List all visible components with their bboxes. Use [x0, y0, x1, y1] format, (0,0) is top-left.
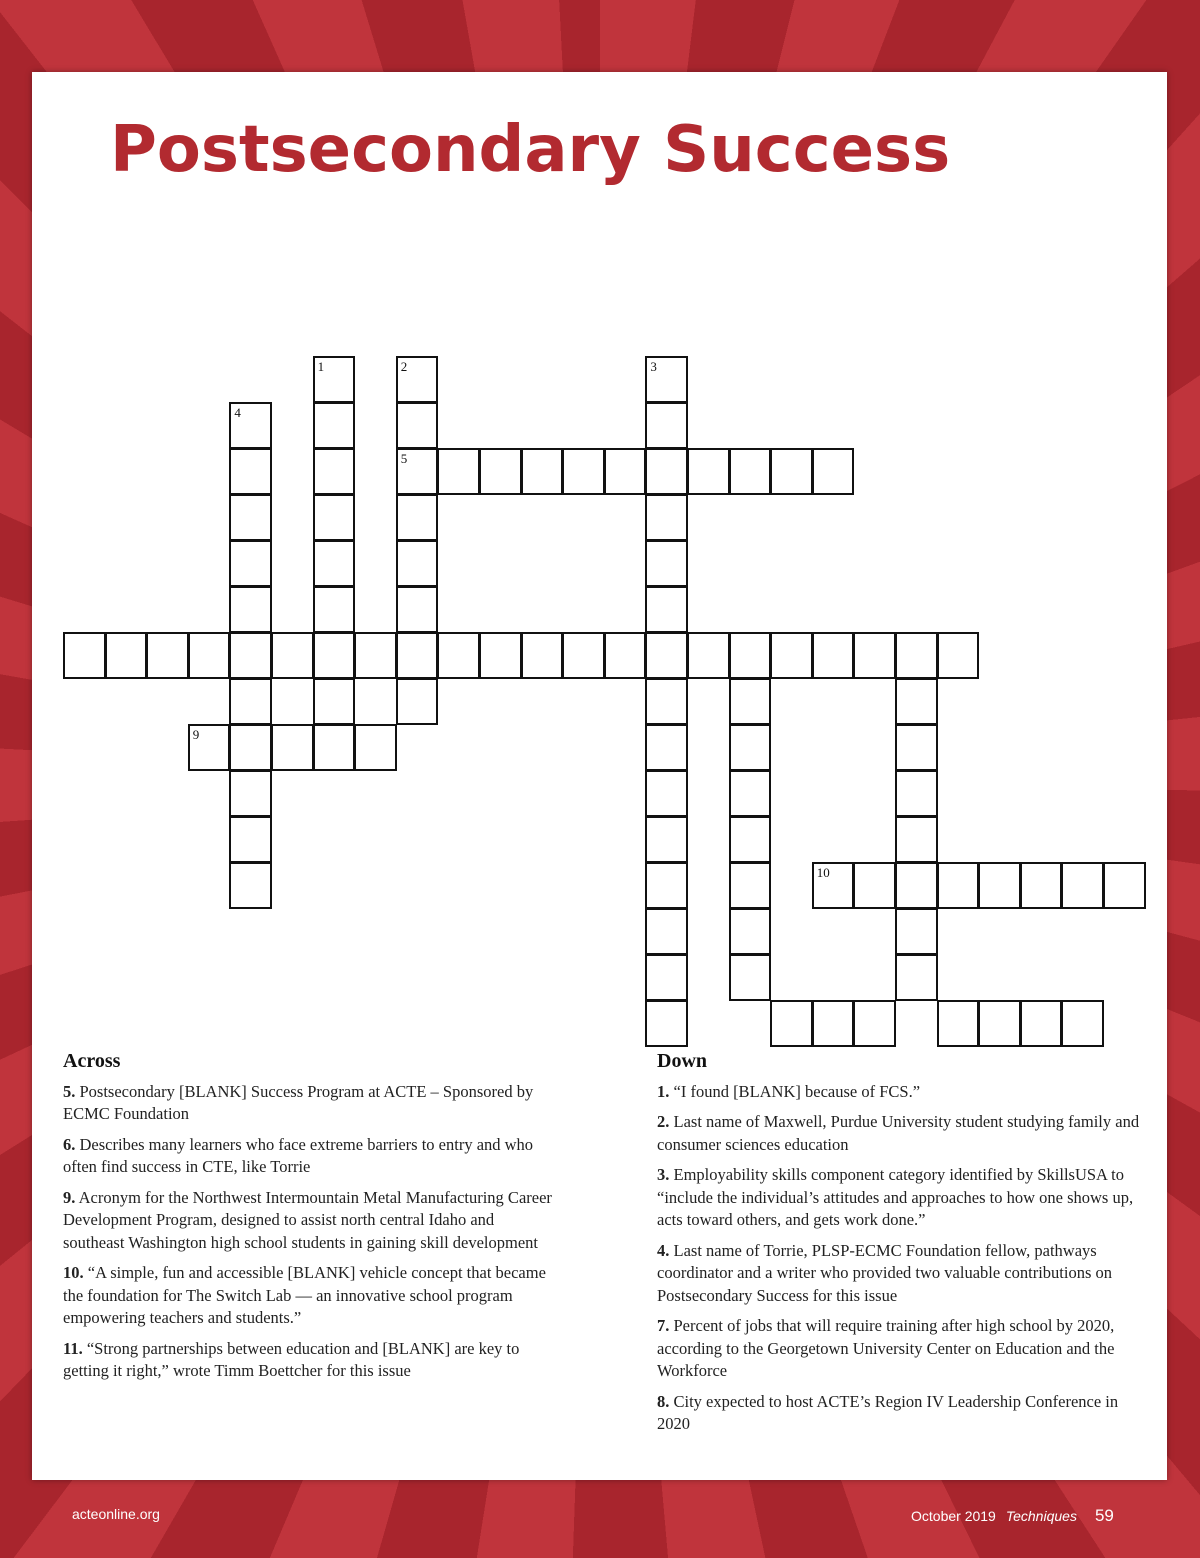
crossword-cell[interactable] — [729, 770, 772, 817]
crossword-cell[interactable] — [770, 1000, 813, 1047]
crossword-cell[interactable] — [895, 908, 938, 955]
clue-text: Describes many learners who face extreme barriers to entry and who often find success in CTE, like Torrie — [63, 1134, 534, 1176]
footer-issue — [911, 1506, 1141, 1526]
footer-magazine: Techniques — [1005, 1508, 1077, 1524]
clue-number: 1. — [657, 1081, 670, 1101]
crossword-cell[interactable] — [1103, 862, 1146, 909]
crossword-cell[interactable] — [105, 632, 148, 679]
crossword-cell[interactable] — [229, 770, 272, 817]
crossword-cell[interactable] — [229, 402, 272, 449]
clue-number-label: 4 — [234, 405, 241, 420]
crossword-cell[interactable] — [645, 402, 688, 449]
crossword-cell[interactable] — [895, 724, 938, 771]
clue-number: 6. — [63, 1134, 76, 1154]
clue-number-label: 2 — [400, 359, 408, 374]
crossword-cell[interactable] — [229, 632, 272, 679]
crossword-cell[interactable] — [895, 862, 938, 909]
across-clue — [63, 1134, 553, 1179]
crossword-cell[interactable] — [645, 724, 688, 771]
crossword-cell[interactable] — [313, 494, 356, 541]
crossword-cell[interactable] — [313, 540, 356, 587]
across-clue — [63, 1262, 553, 1330]
crossword-cell[interactable] — [978, 862, 1021, 909]
crossword-cell[interactable] — [229, 678, 272, 725]
crossword-cell[interactable] — [229, 816, 272, 863]
crossword-cell[interactable] — [313, 678, 356, 725]
crossword-cell[interactable] — [645, 540, 688, 587]
footer-date: October 2019 — [911, 1508, 996, 1524]
crossword-cell[interactable] — [729, 954, 772, 1001]
crossword-cell[interactable] — [354, 724, 397, 771]
crossword-cell[interactable] — [313, 448, 356, 495]
crossword-cell[interactable] — [729, 678, 772, 725]
crossword-cell[interactable] — [1020, 862, 1063, 909]
crossword-cell[interactable] — [562, 448, 605, 495]
crossword-cell[interactable] — [729, 448, 772, 495]
clue-number-label: 5 — [400, 451, 408, 466]
clue-text: Employability skills component category identified by SkillsUSA to “include the individual’s attitudes and approaches to how one shows up, acts toward others, and gets work done.” — [657, 1165, 1134, 1229]
crossword-cell[interactable] — [937, 1000, 980, 1047]
crossword-cell[interactable] — [521, 448, 564, 495]
page-number: 59 — [1094, 1506, 1114, 1525]
crossword-cell[interactable] — [604, 448, 647, 495]
clue-number: 2. — [657, 1112, 670, 1131]
crossword-cell[interactable] — [729, 908, 772, 955]
crossword-cell[interactable] — [313, 356, 356, 403]
down-clues — [657, 1050, 1147, 1444]
crossword-cell[interactable] — [271, 724, 314, 771]
crossword-cell[interactable] — [645, 448, 688, 495]
crossword-cell[interactable] — [770, 632, 813, 679]
page-title: Postsecondary Success — [110, 113, 951, 187]
crossword-cell[interactable] — [895, 954, 938, 1001]
across-clues — [63, 1050, 553, 1391]
crossword-cell[interactable] — [895, 632, 938, 679]
across-heading: Across — [63, 1050, 121, 1072]
crossword-cell[interactable] — [437, 448, 480, 495]
crossword-cell[interactable] — [479, 448, 522, 495]
crossword-cell[interactable] — [645, 954, 688, 1001]
crossword-cell[interactable] — [229, 724, 272, 771]
crossword-cell[interactable] — [812, 632, 855, 679]
crossword-cell[interactable] — [645, 1000, 688, 1047]
clue-number-label: 9 — [192, 727, 200, 742]
clue-number: 7. — [657, 1316, 670, 1335]
clue-number: 3. — [657, 1165, 670, 1184]
crossword-cell[interactable] — [437, 632, 480, 679]
crossword-cell[interactable] — [853, 1000, 896, 1047]
across-clue — [63, 1187, 553, 1255]
crossword-cell[interactable] — [562, 632, 605, 679]
crossword-cell[interactable] — [396, 356, 439, 403]
down-clue — [657, 1240, 1147, 1308]
clue-number: 10. — [63, 1263, 84, 1282]
clue-number-label: 1 — [317, 359, 325, 374]
crossword-cell[interactable] — [1061, 862, 1104, 909]
down-clue — [657, 1111, 1147, 1156]
clue-number: 8. — [657, 1391, 670, 1411]
crossword-cell[interactable] — [853, 862, 896, 909]
clue-text: Acronym for the Northwest Intermountain Metal Manufacturing Career Development Program, designed to assist north central Idaho and southeast Washington high school students in gaining skill development — [63, 1187, 552, 1252]
crossword-cell[interactable] — [396, 586, 439, 633]
crossword-cell[interactable] — [313, 724, 356, 771]
clue-text: City expected to host ACTE’s Region IV Leadership Conference in 2020 — [657, 1391, 1119, 1433]
crossword-cell[interactable] — [729, 724, 772, 771]
crossword-cell[interactable] — [978, 1000, 1021, 1047]
crossword-cell[interactable] — [229, 448, 272, 495]
across-clue — [63, 1338, 553, 1383]
crossword-cell[interactable] — [895, 678, 938, 725]
clue-number-label: 10 — [816, 865, 830, 880]
clue-text: “I found [BLANK] because of FCS.” — [673, 1081, 921, 1101]
down-clue — [657, 1391, 1147, 1436]
crossword-cell[interactable] — [645, 862, 688, 909]
crossword-cell[interactable] — [645, 816, 688, 863]
down-clue — [657, 1081, 1147, 1104]
crossword-cell[interactable] — [146, 632, 189, 679]
footer-site: acteonline.org — [72, 1506, 160, 1522]
crossword-cell[interactable] — [687, 632, 730, 679]
crossword-cell[interactable] — [645, 494, 688, 541]
crossword-cell[interactable] — [645, 770, 688, 817]
crossword-cell[interactable] — [937, 632, 980, 679]
crossword-cell[interactable] — [645, 632, 688, 679]
crossword-cell[interactable] — [729, 862, 772, 909]
crossword-cell[interactable] — [313, 586, 356, 633]
crossword-cell[interactable] — [687, 448, 730, 495]
crossword-cell[interactable] — [229, 494, 272, 541]
crossword-cell[interactable] — [271, 632, 314, 679]
down-heading: Down — [657, 1050, 708, 1072]
across-clue — [63, 1081, 553, 1126]
clue-text: Last name of Torrie, PLSP-ECMC Foundation fellow, pathways coordinator and a writer who provided two valuable contributions on Postsecondary Success for this issue — [657, 1240, 1113, 1305]
clue-text: “A simple, fun and accessible [BLANK] vehicle concept that became the foundation for The Switch Lab — an innovative school program empowering teachers and students.” — [63, 1263, 546, 1327]
clue-number: 4. — [657, 1240, 670, 1260]
crossword-cell[interactable] — [396, 448, 439, 495]
crossword-cell[interactable] — [853, 632, 896, 679]
clue-text: “Strong partnerships between education and [BLANK] are key to getting it right,” wrote Timm Boettcher for this issue — [63, 1338, 520, 1380]
crossword-cell[interactable] — [729, 632, 772, 679]
clue-number: 11. — [63, 1338, 83, 1358]
crossword-cell[interactable] — [354, 632, 397, 679]
clue-number: 5. — [63, 1081, 76, 1101]
crossword-cell[interactable] — [895, 770, 938, 817]
crossword-cell[interactable] — [229, 540, 272, 587]
clue-text: Percent of jobs that will require training after high school by 2020, according to the Georgetown University Center on Education and the Workforce — [657, 1316, 1115, 1380]
crossword-cell[interactable] — [188, 724, 231, 771]
crossword-cell[interactable] — [645, 678, 688, 725]
crossword-cell[interactable] — [313, 632, 356, 679]
crossword-cell[interactable] — [812, 1000, 855, 1047]
crossword-cell[interactable] — [1020, 1000, 1063, 1047]
crossword-cell[interactable] — [1061, 1000, 1104, 1047]
crossword-cell[interactable] — [396, 540, 439, 587]
crossword-cell[interactable] — [313, 402, 356, 449]
crossword-cell[interactable] — [396, 402, 439, 449]
clue-text: Postsecondary [BLANK] Success Program at ACTE – Sponsored by ECMC Foundation — [63, 1081, 534, 1123]
down-clue — [657, 1315, 1147, 1383]
crossword-cell[interactable] — [729, 816, 772, 863]
crossword-cell[interactable] — [812, 862, 855, 909]
crossword-cell[interactable] — [229, 862, 272, 909]
clue-number-label: 3 — [650, 359, 657, 374]
crossword-cell[interactable] — [396, 678, 439, 725]
crossword-cell[interactable] — [63, 632, 106, 679]
crossword-cell[interactable] — [396, 632, 439, 679]
crossword-cell[interactable] — [645, 586, 688, 633]
crossword-cell[interactable] — [812, 448, 855, 495]
clue-number: 9. — [63, 1187, 76, 1207]
crossword-cell[interactable] — [645, 908, 688, 955]
crossword-cell[interactable] — [604, 632, 647, 679]
crossword-cell[interactable] — [937, 862, 980, 909]
crossword-cell[interactable] — [770, 448, 813, 495]
crossword-cell[interactable] — [479, 632, 522, 679]
crossword-cell[interactable] — [229, 586, 272, 633]
crossword-cell[interactable] — [521, 632, 564, 679]
clue-text: Last name of Maxwell, Purdue University student studying family and consumer sciences education — [657, 1112, 1140, 1154]
crossword-cell[interactable] — [188, 632, 231, 679]
crossword-cell[interactable] — [396, 494, 439, 541]
down-clue — [657, 1164, 1147, 1232]
crossword-cell[interactable] — [895, 816, 938, 863]
crossword-cell[interactable] — [645, 356, 688, 403]
